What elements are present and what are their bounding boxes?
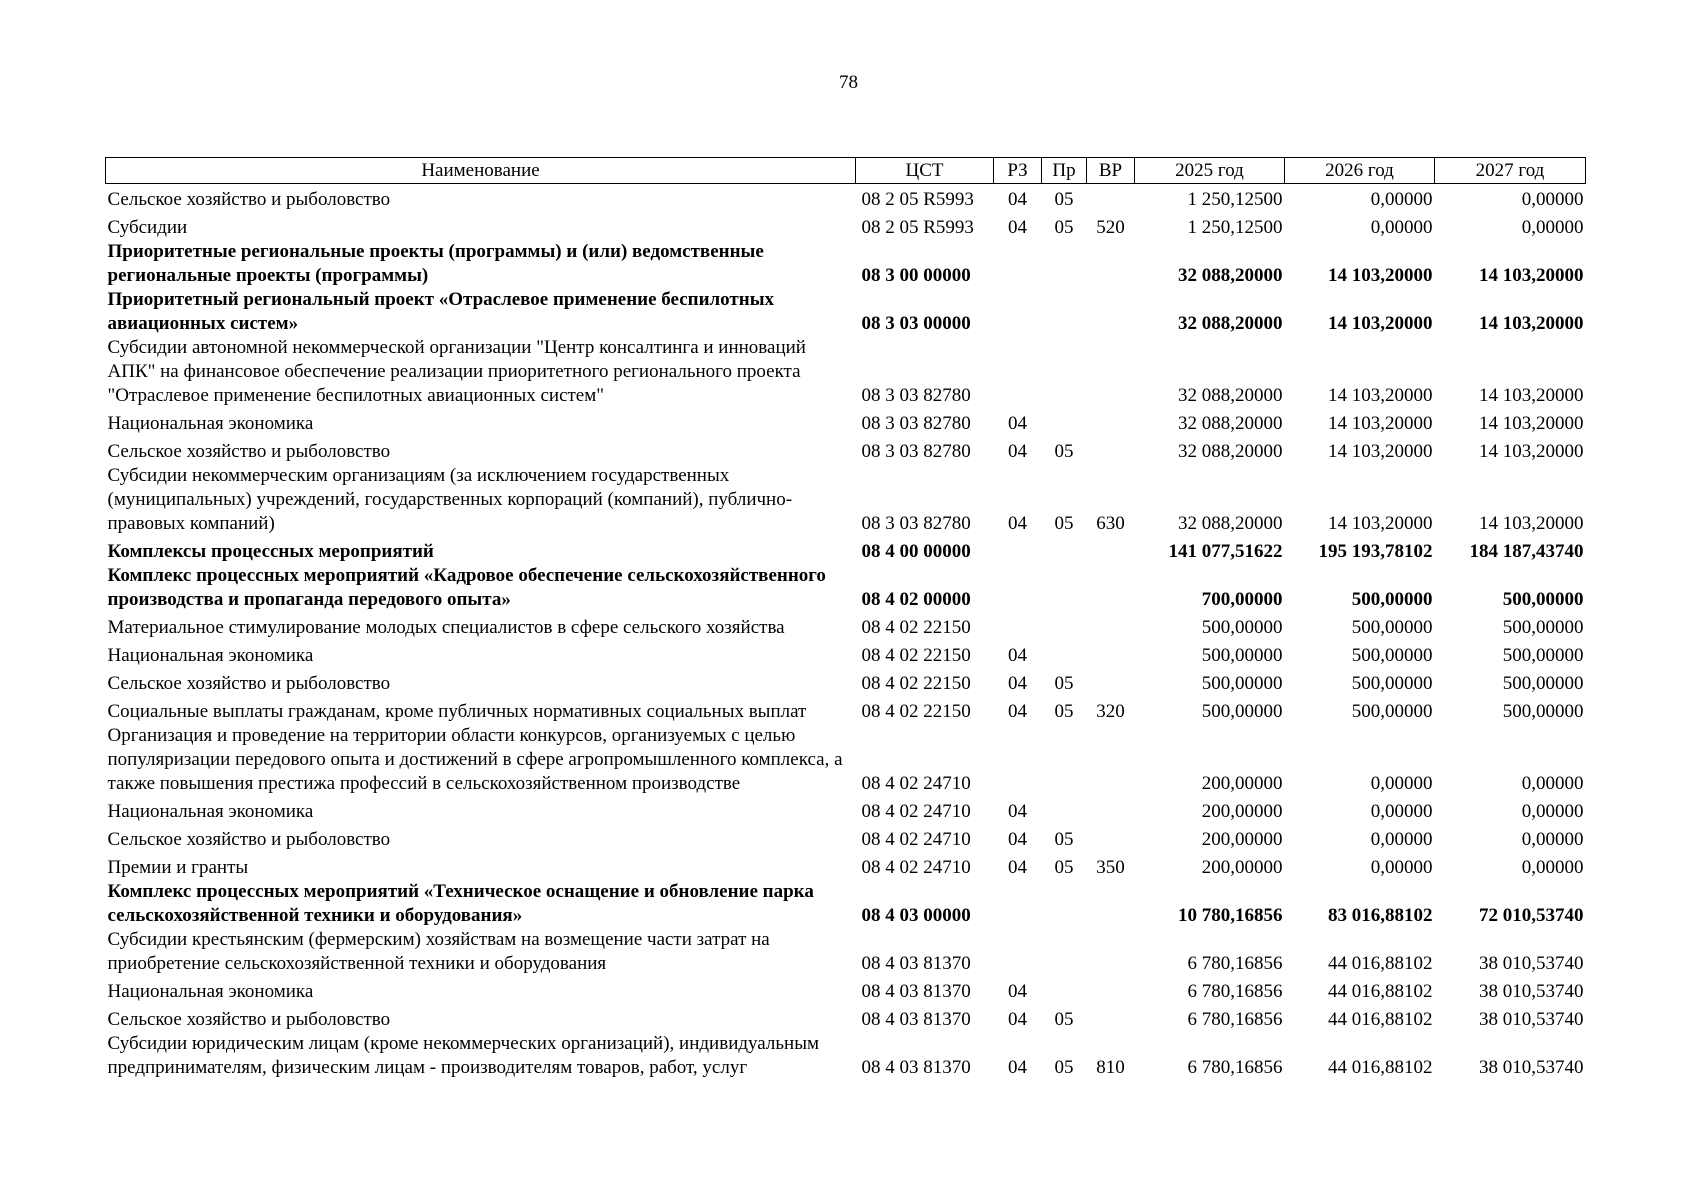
row-2025: 6 780,16856	[1187, 952, 1283, 974]
row-2027: 0,00000	[1521, 828, 1584, 850]
row-rz: 04	[1008, 216, 1027, 238]
row-rz	[994, 536, 1042, 564]
row-pr	[1042, 640, 1087, 668]
row-name: Комплексы процессных мероприятий	[107, 540, 434, 562]
header-name: Наименование	[106, 158, 856, 184]
row-cst: 08 4 02 22150	[861, 700, 971, 722]
row-rz	[994, 288, 1042, 336]
row-2026: 500,00000	[1351, 588, 1433, 610]
row-2025: 6 780,16856	[1187, 1056, 1283, 1078]
row-2025: 200,00000	[1201, 772, 1283, 794]
row-rz	[994, 336, 1042, 408]
row-cst: 08 3 03 82780	[861, 412, 971, 434]
row-name: Национальная экономика	[107, 644, 314, 666]
table-row	[106, 336, 1586, 408]
row-vr	[1087, 436, 1135, 464]
row-name: Премии и гранты	[107, 856, 249, 878]
row-2026: 44 016,88102	[1328, 1008, 1433, 1030]
table-row	[106, 668, 1586, 696]
table-row	[106, 796, 1586, 824]
row-cst: 08 4 02 00000	[861, 588, 971, 610]
row-cst: 08 3 03 82780	[861, 384, 971, 406]
row-2027: 14 103,20000	[1479, 440, 1584, 462]
header-rz: РЗ	[994, 158, 1042, 184]
row-2026: 0,00000	[1370, 800, 1433, 822]
row-rz: 04	[1008, 800, 1027, 822]
table-row	[106, 240, 1586, 288]
row-pr: 05	[1054, 672, 1074, 694]
row-cst: 08 3 03 82780	[861, 440, 971, 462]
row-cst: 08 4 03 81370	[861, 952, 971, 974]
table-row	[106, 824, 1586, 852]
row-cst: 08 3 03 00000	[861, 312, 971, 334]
row-name: Приоритетный региональный проект «Отраслевое применение беспилотных авиационных систем»	[107, 288, 775, 334]
row-vr	[1087, 184, 1135, 212]
header-2026: 2026 год	[1285, 158, 1435, 184]
row-pr	[1042, 288, 1087, 336]
row-rz: 04	[1008, 644, 1027, 666]
table-row	[106, 928, 1586, 976]
row-2026: 14 103,20000	[1328, 440, 1433, 462]
header-2027: 2027 год	[1435, 158, 1586, 184]
row-name: Сельское хозяйство и рыболовство	[107, 828, 391, 850]
row-name: Сельское хозяйство и рыболовство	[107, 1008, 391, 1030]
row-2025: 200,00000	[1201, 828, 1283, 850]
row-cst: 08 3 03 82780	[861, 512, 971, 534]
row-2027: 72 010,53740	[1479, 904, 1584, 926]
row-pr: 05	[1054, 1008, 1074, 1030]
row-rz: 04	[1008, 512, 1027, 534]
row-pr: 05	[1054, 856, 1074, 878]
row-2025: 32 088,20000	[1178, 312, 1283, 334]
row-2027: 0,00000	[1521, 216, 1584, 238]
row-2027: 38 010,53740	[1479, 1008, 1584, 1030]
row-cst: 08 4 02 24710	[861, 772, 971, 794]
table-row	[106, 464, 1586, 536]
row-pr	[1042, 928, 1087, 976]
row-rz: 04	[1008, 188, 1027, 210]
table-row	[106, 212, 1586, 240]
row-rz	[994, 880, 1042, 928]
row-2026: 14 103,20000	[1328, 412, 1433, 434]
row-2027: 0,00000	[1521, 800, 1584, 822]
row-vr	[1087, 288, 1135, 336]
row-name: Национальная экономика	[107, 980, 314, 1002]
row-2027: 0,00000	[1521, 188, 1584, 210]
row-vr	[1087, 336, 1135, 408]
row-pr	[1042, 724, 1087, 796]
table-row	[106, 852, 1586, 880]
row-2025: 500,00000	[1201, 700, 1283, 722]
row-2025: 6 780,16856	[1187, 980, 1283, 1002]
row-rz	[994, 724, 1042, 796]
row-2026: 500,00000	[1351, 700, 1433, 722]
row-cst: 08 4 03 81370	[861, 1056, 971, 1078]
row-rz: 04	[1008, 980, 1027, 1002]
row-vr	[1087, 880, 1135, 928]
row-2025: 6 780,16856	[1187, 1008, 1283, 1030]
header-cst: ЦСТ	[856, 158, 994, 184]
table-row	[106, 640, 1586, 668]
row-2025: 1 250,12500	[1187, 216, 1283, 238]
row-cst: 08 2 05 R5993	[861, 216, 974, 238]
row-2026: 44 016,88102	[1328, 952, 1433, 974]
header-pr: Пр	[1042, 158, 1087, 184]
row-pr	[1042, 796, 1087, 824]
row-pr: 05	[1054, 440, 1074, 462]
row-name: Субсидии некоммерческим организациям (за исключением государственных (муниципальных) учреждений, государственных корпораций (компаний), публично-правовых компаний)	[107, 464, 793, 534]
row-name: Сельское хозяйство и рыболовство	[107, 672, 391, 694]
row-name: Комплекс процессных мероприятий «Техническое оснащение и обновление парка сельскохозяйственной техники и оборудования»	[107, 880, 814, 926]
row-vr	[1087, 564, 1135, 612]
row-vr	[1087, 1004, 1135, 1032]
row-pr	[1042, 408, 1087, 436]
row-2027: 14 103,20000	[1479, 512, 1584, 534]
table-row	[106, 184, 1586, 212]
row-2027: 14 103,20000	[1479, 412, 1584, 434]
row-pr: 05	[1054, 1056, 1074, 1078]
row-2025: 32 088,20000	[1178, 264, 1283, 286]
row-pr: 05	[1054, 700, 1074, 722]
row-pr	[1042, 336, 1087, 408]
row-2026: 44 016,88102	[1328, 980, 1433, 1002]
row-name: Национальная экономика	[107, 412, 314, 434]
row-2027: 500,00000	[1502, 644, 1584, 666]
table-row	[106, 1032, 1586, 1080]
row-rz: 04	[1008, 440, 1027, 462]
row-pr	[1042, 564, 1087, 612]
row-2026: 14 103,20000	[1328, 312, 1433, 334]
table-row	[106, 288, 1586, 336]
table-row	[106, 976, 1586, 1004]
row-vr	[1087, 668, 1135, 696]
table-row	[106, 536, 1586, 564]
row-2027: 500,00000	[1502, 616, 1584, 638]
row-rz	[994, 612, 1042, 640]
row-cst: 08 4 03 81370	[861, 1008, 971, 1030]
row-2027: 38 010,53740	[1479, 1056, 1584, 1078]
row-2025: 500,00000	[1201, 616, 1283, 638]
table-row	[106, 880, 1586, 928]
table-row	[106, 612, 1586, 640]
row-2026: 14 103,20000	[1328, 512, 1433, 534]
table-body	[106, 184, 1586, 1080]
row-2025: 500,00000	[1201, 644, 1283, 666]
row-pr: 05	[1054, 188, 1074, 210]
row-vr: 350	[1096, 856, 1125, 878]
row-2025: 32 088,20000	[1178, 440, 1283, 462]
row-2025: 32 088,20000	[1178, 412, 1283, 434]
row-cst: 08 4 02 22150	[861, 672, 971, 694]
row-cst: 08 4 02 24710	[861, 856, 971, 878]
row-2027: 0,00000	[1521, 856, 1584, 878]
row-rz	[994, 564, 1042, 612]
row-name: Приоритетные региональные проекты (программы) и (или) ведомственные региональные проекты (программы)	[107, 240, 764, 286]
row-vr	[1087, 640, 1135, 668]
row-vr	[1087, 976, 1135, 1004]
row-2027: 38 010,53740	[1479, 980, 1584, 1002]
row-2027: 184 187,43740	[1469, 540, 1584, 562]
row-2026: 500,00000	[1351, 616, 1433, 638]
row-pr: 05	[1054, 828, 1074, 850]
row-2026: 44 016,88102	[1328, 1056, 1433, 1078]
row-cst: 08 4 03 00000	[861, 904, 971, 926]
row-2025: 200,00000	[1201, 800, 1283, 822]
row-rz	[994, 928, 1042, 976]
row-2026: 83 016,88102	[1328, 904, 1433, 926]
page-number: 78	[839, 72, 858, 93]
row-pr	[1042, 976, 1087, 1004]
row-pr: 05	[1054, 216, 1074, 238]
row-2027: 38 010,53740	[1479, 952, 1584, 974]
row-pr	[1042, 880, 1087, 928]
row-vr	[1087, 796, 1135, 824]
row-2026: 500,00000	[1351, 644, 1433, 666]
row-vr	[1087, 240, 1135, 288]
row-name: Субсидии крестьянским (фермерским) хозяйствам на возмещение части затрат на приобретение сельскохозяйственной техники и оборудования	[107, 928, 770, 974]
row-vr	[1087, 928, 1135, 976]
row-vr	[1087, 724, 1135, 796]
row-pr	[1042, 536, 1087, 564]
row-cst: 08 4 02 24710	[861, 800, 971, 822]
row-2027: 500,00000	[1502, 588, 1584, 610]
row-rz: 04	[1008, 1008, 1027, 1030]
row-vr	[1087, 824, 1135, 852]
row-cst: 08 2 05 R5993	[861, 188, 974, 210]
row-vr: 630	[1096, 512, 1125, 534]
row-pr	[1042, 612, 1087, 640]
table-row	[106, 696, 1586, 724]
row-2027: 500,00000	[1502, 672, 1584, 694]
row-2025: 32 088,20000	[1178, 512, 1283, 534]
row-name: Сельское хозяйство и рыболовство	[107, 440, 391, 462]
row-rz: 04	[1008, 828, 1027, 850]
row-name: Национальная экономика	[107, 800, 314, 822]
row-2026: 0,00000	[1370, 216, 1433, 238]
row-2025: 200,00000	[1201, 856, 1283, 878]
table-row	[106, 564, 1586, 612]
row-name: Материальное стимулирование молодых специалистов в сфере сельского хозяйства	[107, 616, 785, 638]
row-vr: 810	[1096, 1056, 1125, 1078]
row-name: Комплекс процессных мероприятий «Кадровое обеспечение сельскохозяйственного производства и пропаганда передового опыта»	[107, 564, 826, 610]
row-2027: 0,00000	[1521, 772, 1584, 794]
row-rz: 04	[1008, 412, 1027, 434]
row-2025: 141 077,51622	[1168, 540, 1283, 562]
row-rz: 04	[1008, 672, 1027, 694]
table-row	[106, 408, 1586, 436]
table-row	[106, 436, 1586, 464]
row-cst: 08 4 03 81370	[861, 980, 971, 1002]
row-rz	[994, 240, 1042, 288]
row-cst: 08 4 02 22150	[861, 616, 971, 638]
row-name: Социальные выплаты гражданам, кроме публичных нормативных социальных выплат	[107, 700, 807, 722]
row-pr: 05	[1054, 512, 1074, 534]
row-name: Субсидии	[107, 216, 188, 238]
row-2025: 500,00000	[1201, 672, 1283, 694]
row-2027: 14 103,20000	[1479, 384, 1584, 406]
row-name: Субсидии автономной некоммерческой организации "Центр консалтинга и инноваций АПК" на финансовое обеспечение реализации приоритетного регионального проекта "Отраслевое применение беспилотных авиационных систем"	[107, 336, 806, 406]
row-2026: 14 103,20000	[1328, 384, 1433, 406]
row-2026: 195 193,78102	[1318, 540, 1433, 562]
row-pr	[1042, 240, 1087, 288]
row-vr	[1087, 612, 1135, 640]
row-2026: 0,00000	[1370, 856, 1433, 878]
row-name: Субсидии юридическим лицам (кроме некоммерческих организаций), индивидуальным предпринимателям, физическим лицам - производителям товаров, работ, услуг	[107, 1032, 819, 1078]
row-2025: 700,00000	[1201, 588, 1283, 610]
row-rz: 04	[1008, 856, 1027, 878]
row-2026: 14 103,20000	[1328, 264, 1433, 286]
row-2026: 500,00000	[1351, 672, 1433, 694]
header-vr: ВР	[1087, 158, 1135, 184]
row-cst: 08 4 00 00000	[861, 540, 971, 562]
row-rz: 04	[1008, 700, 1027, 722]
header-row	[106, 158, 1586, 184]
row-2026: 0,00000	[1370, 828, 1433, 850]
table-header	[106, 158, 1586, 184]
row-cst: 08 4 02 24710	[861, 828, 971, 850]
row-vr	[1087, 408, 1135, 436]
row-2025: 10 780,16856	[1178, 904, 1283, 926]
budget-table	[105, 157, 1586, 1080]
row-2027: 500,00000	[1502, 700, 1584, 722]
row-cst: 08 4 02 22150	[861, 644, 971, 666]
row-name: Организация и проведение на территории области конкурсов, организуемых с целью популяризации передового опыта и достижений в сфере агропромышленного комплекса, а также повышения престижа профессий в сельскохозяйственном производстве	[107, 724, 843, 794]
row-rz: 04	[1008, 1056, 1027, 1078]
table-row	[106, 724, 1586, 796]
header-2025: 2025 год	[1135, 158, 1285, 184]
row-2025: 32 088,20000	[1178, 384, 1283, 406]
row-vr: 320	[1096, 700, 1125, 722]
table-row	[106, 1004, 1586, 1032]
row-name: Сельское хозяйство и рыболовство	[107, 188, 391, 210]
row-cst: 08 3 00 00000	[861, 264, 971, 286]
row-vr	[1087, 536, 1135, 564]
row-2025: 1 250,12500	[1187, 188, 1283, 210]
row-vr: 520	[1096, 216, 1125, 238]
row-2027: 14 103,20000	[1479, 312, 1584, 334]
row-2027: 14 103,20000	[1479, 264, 1584, 286]
row-2026: 0,00000	[1370, 188, 1433, 210]
row-2026: 0,00000	[1370, 772, 1433, 794]
